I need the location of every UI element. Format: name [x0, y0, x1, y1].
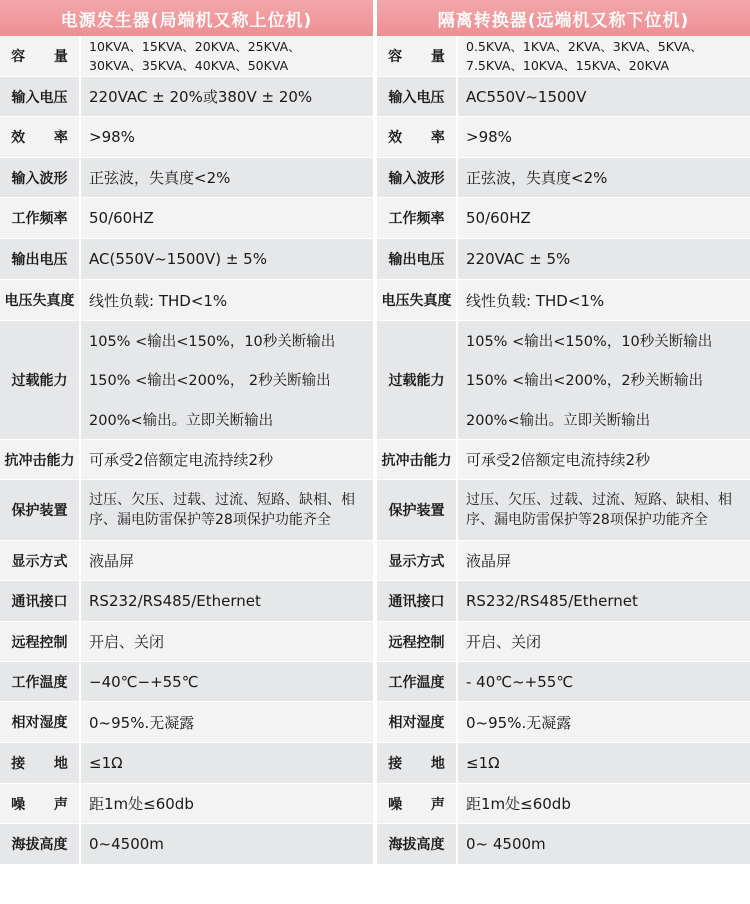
spec-row	[0, 581, 373, 622]
spec-label: 相对湿度	[377, 702, 458, 742]
spec-row	[0, 784, 373, 824]
spec-value: 220VAC ± 20%或380V ± 20%	[81, 77, 373, 116]
spec-value: 液晶屏	[81, 541, 373, 580]
spec-value: 开启、关闭	[458, 622, 750, 661]
spec-label: 输入波形	[0, 158, 81, 197]
spec-value: - 40℃~+55℃	[458, 662, 750, 701]
spec-value: 50/60HZ	[458, 198, 750, 238]
spec-value: 0~ 4500m	[458, 824, 750, 864]
spec-row	[377, 662, 750, 702]
spec-value: 220VAC ± 5%	[458, 239, 750, 279]
spec-row	[377, 280, 750, 321]
spec-value	[458, 321, 750, 439]
spec-label: 保护装置	[0, 480, 81, 540]
spec-label: 抗冲击能力	[377, 440, 458, 479]
spec-value: 0~95%.无凝露	[458, 702, 750, 742]
spec-value: 线性负载: THD<1%	[458, 280, 750, 320]
spec-value: 过压、欠压、过载、过流、短路、缺相、相序、漏电防雷保护等28项保护功能齐全	[458, 480, 750, 540]
generator-spec-column	[0, 0, 373, 904]
spec-row	[377, 198, 750, 239]
spec-value	[81, 321, 373, 439]
spec-label: 输入电压	[377, 77, 458, 116]
spec-row	[0, 743, 373, 784]
spec-value: 可承受2倍额定电流持续2秒	[81, 440, 373, 479]
spec-row	[377, 117, 750, 158]
spec-row	[377, 440, 750, 480]
spec-value: 距1m处≤60db	[458, 784, 750, 823]
spec-row	[0, 36, 373, 77]
spec-value: 距1m处≤60db	[81, 784, 373, 823]
spec-row	[0, 702, 373, 743]
spec-value: 过压、欠压、过载、过流、短路、缺相、相序、漏电防雷保护等28项保护功能齐全	[81, 480, 373, 540]
spec-label: 接 地	[377, 743, 458, 783]
spec-value: 可承受2倍额定电流持续2秒	[458, 440, 750, 479]
spec-value-line: 30KVA、35KVA、40KVA、50KVA	[89, 58, 289, 73]
spec-row	[0, 480, 373, 541]
converter-header: 隔离转换器(远端机又称下位机)	[377, 0, 750, 36]
spec-value: ≤1Ω	[81, 743, 373, 783]
spec-label: 噪 声	[377, 784, 458, 823]
spec-label: 电压失真度	[0, 280, 81, 320]
spec-label: 输入电压	[0, 77, 81, 116]
spec-row	[0, 622, 373, 662]
spec-label: 输出电压	[377, 239, 458, 279]
spec-label: 工作温度	[0, 662, 81, 701]
spec-label: 工作频率	[0, 198, 81, 238]
spec-value: 0~4500m	[81, 824, 373, 864]
spec-value-line: 7.5KVA、10KVA、15KVA、20KVA	[466, 58, 670, 73]
spec-row	[377, 77, 750, 117]
spec-row	[0, 662, 373, 702]
spec-value-line: 10KVA、15KVA、20KVA、25KVA、	[89, 39, 301, 54]
spec-value: 0~95%.无凝露	[81, 702, 373, 742]
spec-row	[377, 541, 750, 581]
spec-label: 显示方式	[377, 541, 458, 580]
spec-row	[0, 280, 373, 321]
spec-row	[377, 743, 750, 784]
spec-row	[377, 36, 750, 77]
spec-label: 容 量	[0, 36, 81, 76]
spec-value-line: 105% <输出<150%，10秒关断输出	[89, 334, 336, 351]
spec-value: 50/60HZ	[81, 198, 373, 238]
spec-value: RS232/RS485/Ethernet	[458, 581, 750, 621]
spec-row	[0, 239, 373, 280]
spec-value: −40℃−+55℃	[81, 662, 373, 701]
spec-label: 接 地	[0, 743, 81, 783]
converter-spec-column	[377, 0, 750, 904]
spec-label: 过载能力	[377, 321, 458, 439]
spec-label: 通讯接口	[377, 581, 458, 621]
spec-row	[377, 784, 750, 824]
spec-label: 容 量	[377, 36, 458, 76]
spec-value: 线性负载: THD<1%	[81, 280, 373, 320]
spec-value: >98%	[458, 117, 750, 157]
spec-row	[377, 622, 750, 662]
spec-row	[377, 702, 750, 743]
spec-label: 输出电压	[0, 239, 81, 279]
spec-value-line: 200%<输出。立即关断输出	[89, 412, 274, 429]
spec-value: RS232/RS485/Ethernet	[81, 581, 373, 621]
spec-label: 远程控制	[0, 622, 81, 661]
spec-value: AC(550V~1500V) ± 5%	[81, 239, 373, 279]
spec-label: 海拔高度	[377, 824, 458, 864]
spec-label: 抗冲击能力	[0, 440, 81, 479]
spec-value-line: 105% <输出<150%，10秒关断输出	[466, 334, 713, 351]
spec-row	[0, 77, 373, 117]
spec-row	[0, 198, 373, 239]
spec-label: 相对湿度	[0, 702, 81, 742]
spec-row	[0, 321, 373, 440]
spec-value-line: 150% <输出<200%， 2秒关断输出	[89, 373, 331, 390]
spec-row	[0, 824, 373, 865]
spec-label: 效 率	[0, 117, 81, 157]
spec-value: 正弦波，失真度<2%	[458, 158, 750, 197]
spec-label: 工作频率	[377, 198, 458, 238]
spec-row	[377, 158, 750, 198]
spec-label: 效 率	[377, 117, 458, 157]
spec-label: 通讯接口	[0, 581, 81, 621]
spec-label: 过载能力	[0, 321, 81, 439]
spec-row	[0, 117, 373, 158]
spec-row	[377, 239, 750, 280]
spec-value: AC550V~1500V	[458, 77, 750, 116]
spec-value: ≤1Ω	[458, 743, 750, 783]
spec-row	[377, 321, 750, 440]
spec-row	[0, 541, 373, 581]
spec-label: 显示方式	[0, 541, 81, 580]
spec-label: 工作温度	[377, 662, 458, 701]
spec-label: 电压失真度	[377, 280, 458, 320]
spec-value	[81, 36, 373, 76]
spec-value: 液晶屏	[458, 541, 750, 580]
spec-label: 输入波形	[377, 158, 458, 197]
spec-label: 保护装置	[377, 480, 458, 540]
spec-row	[0, 158, 373, 198]
spec-value: >98%	[81, 117, 373, 157]
converter-spec-rows	[377, 36, 750, 865]
spec-label: 远程控制	[377, 622, 458, 661]
spec-row	[377, 581, 750, 622]
spec-value: 正弦波，失真度<2%	[81, 158, 373, 197]
spec-value-line: 150% <输出<200%，2秒关断输出	[466, 373, 704, 390]
spec-value	[458, 36, 750, 76]
spec-label: 噪 声	[0, 784, 81, 823]
spec-row	[377, 480, 750, 541]
spec-value-line: 200%<输出。立即关断输出	[466, 412, 651, 429]
spec-row	[0, 440, 373, 480]
generator-header: 电源发生器(局端机又称上位机)	[0, 0, 373, 36]
spec-value-line: 0.5KVA、1KVA、2KVA、3KVA、5KVA、	[466, 39, 703, 54]
generator-spec-rows	[0, 36, 373, 865]
spec-row	[377, 824, 750, 865]
spec-value: 开启、关闭	[81, 622, 373, 661]
spec-label: 海拔高度	[0, 824, 81, 864]
